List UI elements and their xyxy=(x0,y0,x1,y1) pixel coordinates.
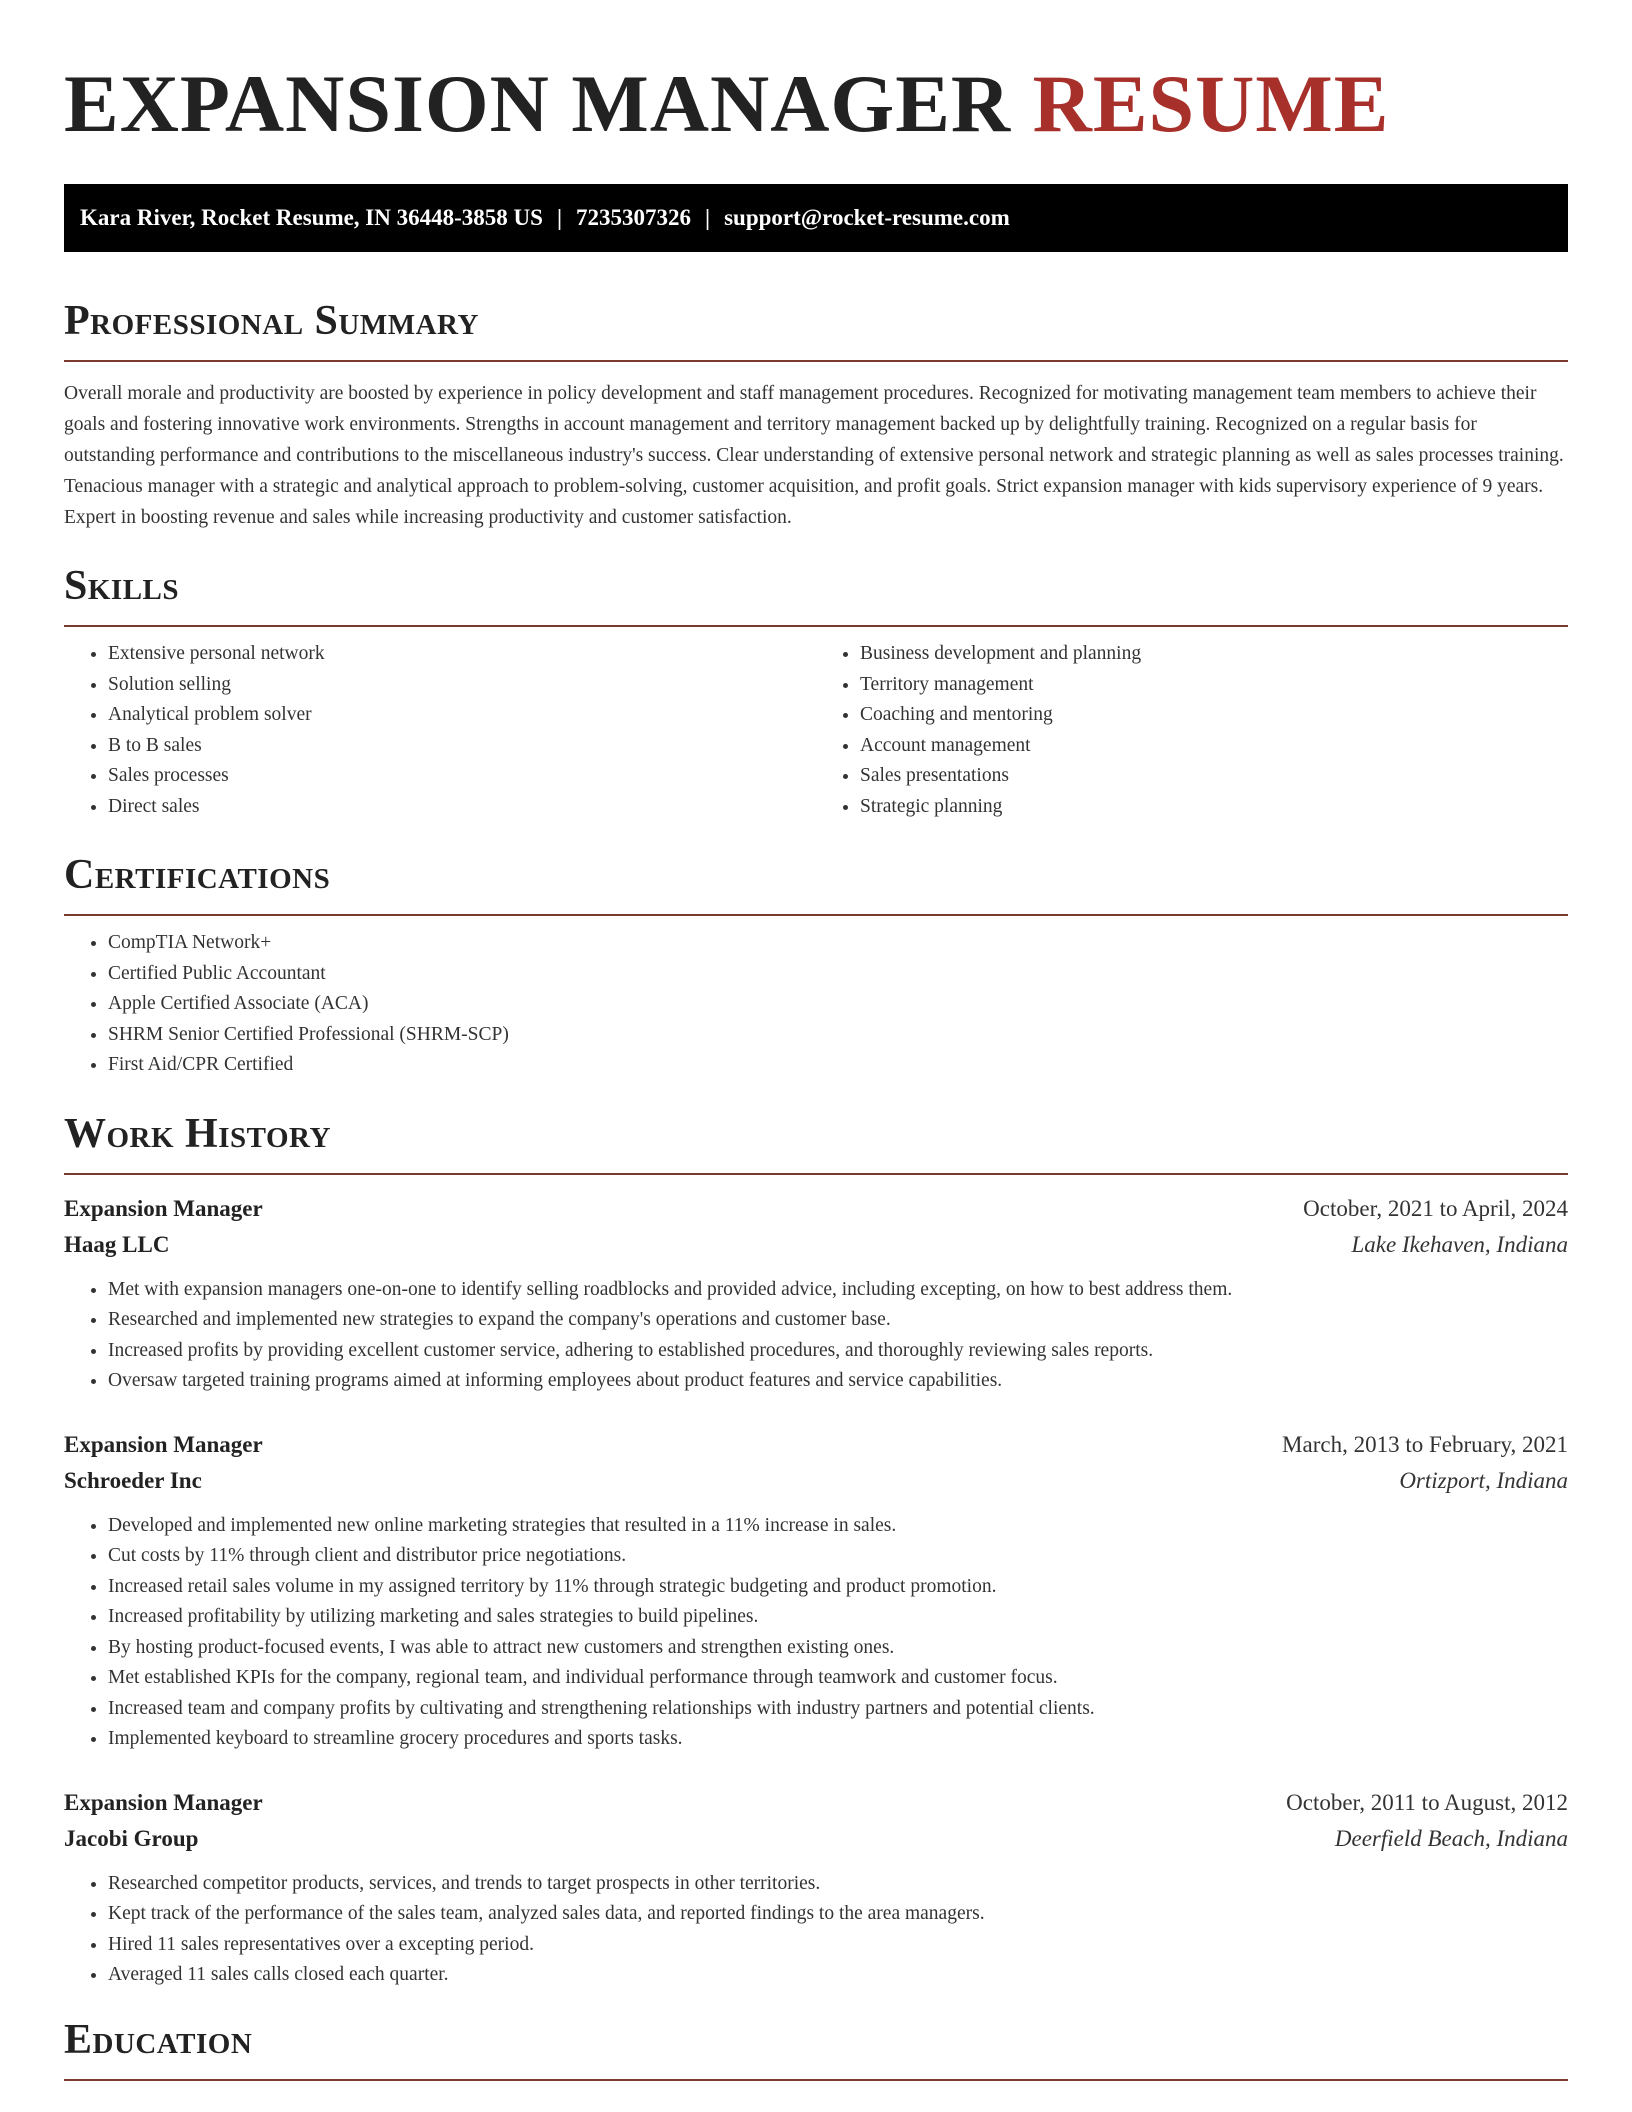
job-company: Jacobi Group xyxy=(64,1825,199,1851)
title-main: EXPANSION MANAGER xyxy=(64,58,1012,149)
job-entry xyxy=(64,1785,1568,1991)
job-dates: March, 2013 to February, 2021 xyxy=(1282,1431,1568,1457)
job-location: Ortizport, Indiana xyxy=(1399,1467,1568,1493)
skills-list-right xyxy=(816,639,1568,822)
certifications-list xyxy=(64,928,1568,1081)
job-bullet: • Increased retail sales volume in my assigned territory by 11% through strategic budgeting and product promotion. xyxy=(108,1572,1568,1603)
skill-item: • Solution selling xyxy=(108,670,816,701)
contact-phone: 7235307326 xyxy=(576,205,692,230)
contact-address: Kara River, Rocket Resume, IN 36448-3858 US xyxy=(80,205,543,230)
job-company: Schroeder Inc xyxy=(64,1467,202,1493)
job-bullet: • Met established KPIs for the company, regional team, and individual performance through teamwork and customer focus. xyxy=(108,1663,1568,1694)
work-history-section xyxy=(64,1109,1568,1991)
job-bullet: • Implemented keyboard to streamline grocery procedures and sports tasks. xyxy=(108,1724,1568,1755)
job-title-row xyxy=(64,1427,1568,1463)
certification-item: • First Aid/CPR Certified xyxy=(108,1050,1568,1081)
section-divider xyxy=(64,2079,1568,2081)
job-company-row xyxy=(64,1463,1568,1499)
job-bullet: • Averaged 11 sales calls closed each quarter. xyxy=(108,1960,1568,1991)
section-divider xyxy=(64,914,1568,916)
job-dates: October, 2021 to April, 2024 xyxy=(1303,1195,1568,1221)
job-entry xyxy=(64,1427,1568,1755)
title-accent: RESUME xyxy=(1032,58,1390,149)
skill-item: • Business development and planning xyxy=(860,639,1568,670)
job-title: Expansion Manager xyxy=(64,1431,263,1457)
job-bullet: • By hosting product-focused events, I was able to attract new customers and strengthen existing ones. xyxy=(108,1633,1568,1664)
contact-separator: | xyxy=(705,205,711,230)
work-history-heading: Work History xyxy=(64,1110,331,1157)
job-location: Deerfield Beach, Indiana xyxy=(1334,1825,1568,1851)
job-entry xyxy=(64,1191,1568,1397)
summary-section xyxy=(64,296,1568,533)
job-bullet: • Developed and implemented new online marketing strategies that resulted in a 11% increase in sales. xyxy=(108,1511,1568,1542)
job-company-row xyxy=(64,1821,1568,1857)
certifications-section xyxy=(64,850,1568,1081)
job-bullet: • Increased profits by providing excellent customer service, adhering to established procedures, and thoroughly reviewing sales reports. xyxy=(108,1336,1568,1367)
job-bullets xyxy=(64,1869,1568,1991)
job-dates: October, 2011 to August, 2012 xyxy=(1286,1789,1568,1815)
contact-bar xyxy=(64,184,1568,252)
skill-item: • Direct sales xyxy=(108,792,816,823)
skill-item: • Sales presentations xyxy=(860,761,1568,792)
section-divider xyxy=(64,360,1568,362)
contact-email: support@rocket-resume.com xyxy=(724,205,1010,230)
job-title: Expansion Manager xyxy=(64,1195,263,1221)
resume-title xyxy=(64,0,1568,152)
skill-item: • Extensive personal network xyxy=(108,639,816,670)
job-bullet: • Researched and implemented new strategies to expand the company's operations and customer base. xyxy=(108,1305,1568,1336)
job-bullets xyxy=(64,1275,1568,1397)
certification-item: • Certified Public Accountant xyxy=(108,959,1568,990)
job-bullet: • Oversaw targeted training programs aimed at informing employees about product features and service capabilities. xyxy=(108,1366,1568,1397)
skills-section xyxy=(64,561,1568,822)
certifications-heading: Certifications xyxy=(64,852,331,898)
job-company-row xyxy=(64,1227,1568,1263)
certification-item: • Apple Certified Associate (ACA) xyxy=(108,989,1568,1020)
job-title-row xyxy=(64,1785,1568,1821)
skill-item: • Sales processes xyxy=(108,761,816,792)
section-divider xyxy=(64,1173,1568,1175)
job-title-row xyxy=(64,1191,1568,1227)
job-bullet: • Met with expansion managers one-on-one to identify selling roadblocks and provided advice, including excepting, on how to best address them. xyxy=(108,1275,1568,1306)
summary-heading: Professional Summary xyxy=(64,298,479,344)
job-bullet: • Kept track of the performance of the sales team, analyzed sales data, and reported findings to the area managers. xyxy=(108,1899,1568,1930)
job-bullet: • Cut costs by 11% through client and distributor price negotiations. xyxy=(108,1541,1568,1572)
skill-item: • Strategic planning xyxy=(860,792,1568,823)
skill-item: • Analytical problem solver xyxy=(108,700,816,731)
job-bullet: • Increased profitability by utilizing marketing and sales strategies to build pipelines. xyxy=(108,1602,1568,1633)
job-bullet: • Hired 11 sales representatives over a excepting period. xyxy=(108,1930,1568,1961)
skills-list-left xyxy=(64,639,816,822)
skills-heading: Skills xyxy=(64,563,180,609)
job-bullet: • Researched competitor products, services, and trends to target prospects in other territories. xyxy=(108,1869,1568,1900)
certification-item: • CompTIA Network+ xyxy=(108,928,1568,959)
job-bullet: • Increased team and company profits by cultivating and strengthening relationships with industry partners and potential clients. xyxy=(108,1694,1568,1725)
skill-item: • Account management xyxy=(860,731,1568,762)
education-heading: Education xyxy=(64,2016,253,2063)
skill-item: • B to B sales xyxy=(108,731,816,762)
certification-item: • SHRM Senior Certified Professional (SHRM-SCP) xyxy=(108,1020,1568,1051)
education-section xyxy=(64,2015,1568,2081)
skill-item: • Territory management xyxy=(860,670,1568,701)
summary-text: Overall morale and productivity are boosted by experience in policy development and staff management procedures. Recognized for motivating management team members to achieve their goals and fostering innovative work environments. Strengths in account management and territory management backed up by delightfully training. Recognized on a regular basis for outstanding performance and contributions to the miscellaneous industry's success. Clear understanding of extensive personal network and strategic planning as well as sales processes training. Tenacious manager with a strategic and analytical approach to problem-solving, customer acquisition, and profit goals. Strict expansion manager with kids supervisory experience of 9 years. Expert in boosting revenue and sales while increasing productivity and customer satisfaction. xyxy=(64,383,1564,528)
job-location: Lake Ikehaven, Indiana xyxy=(1351,1231,1568,1257)
job-title: Expansion Manager xyxy=(64,1789,263,1815)
job-company: Haag LLC xyxy=(64,1231,170,1257)
job-bullets xyxy=(64,1511,1568,1755)
skill-item: • Coaching and mentoring xyxy=(860,700,1568,731)
contact-separator: | xyxy=(556,205,563,230)
skills-grid xyxy=(64,627,1568,822)
